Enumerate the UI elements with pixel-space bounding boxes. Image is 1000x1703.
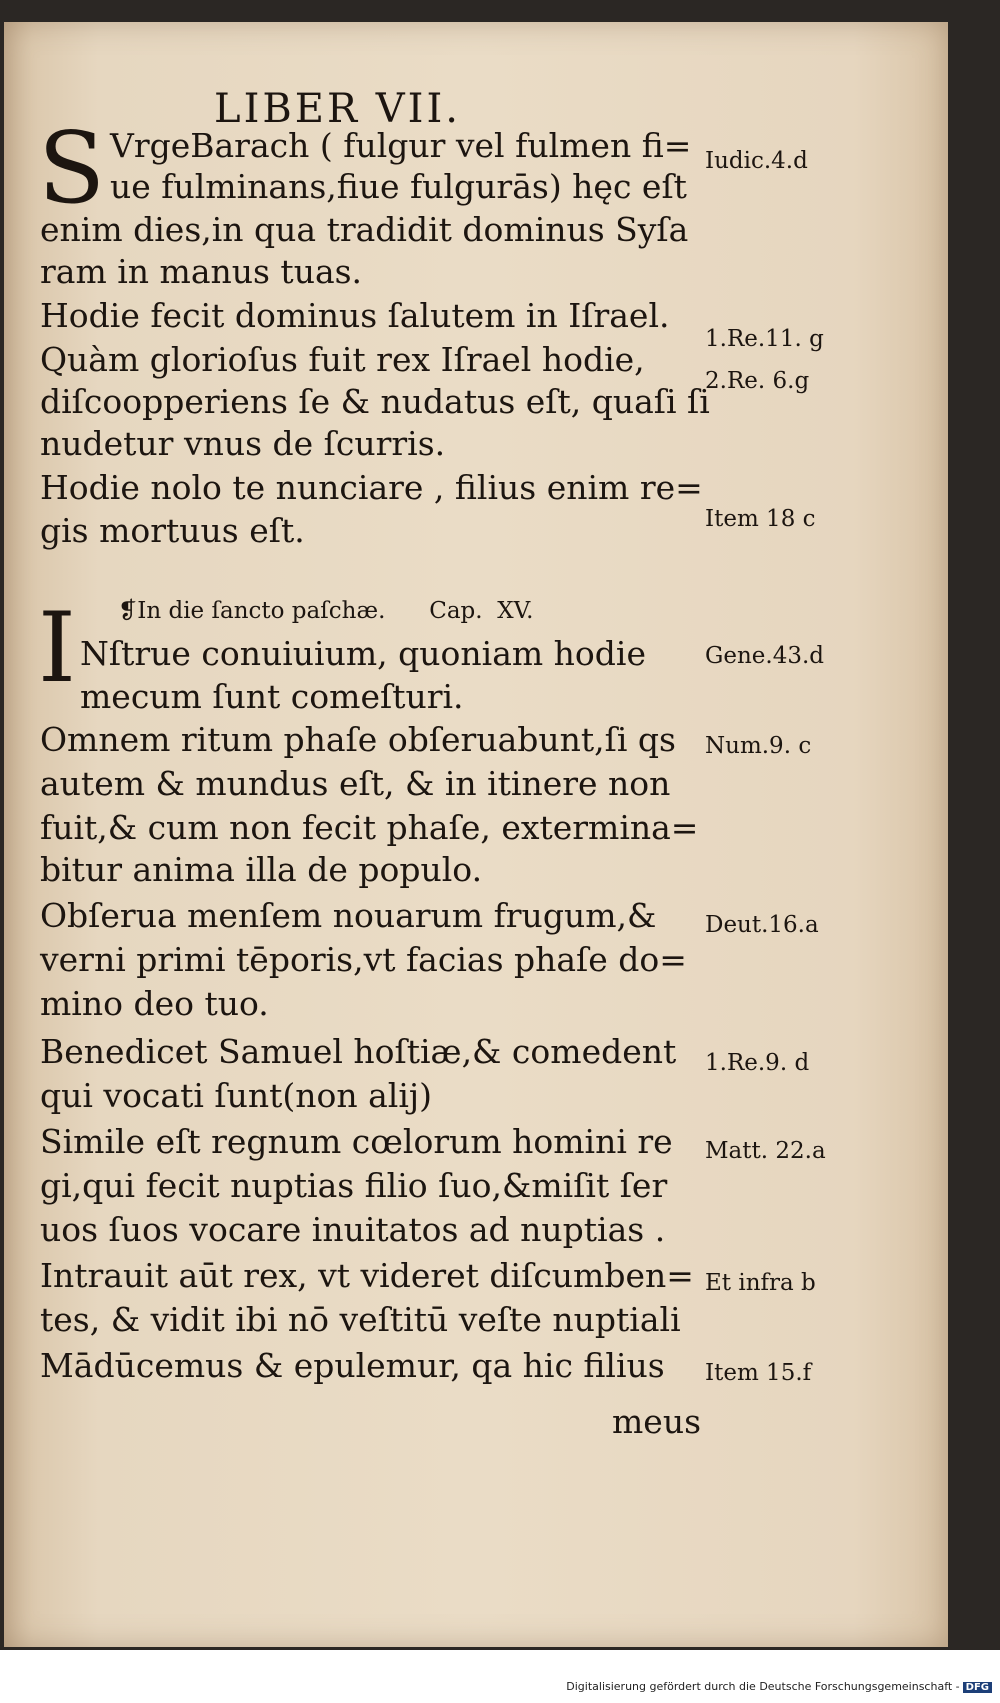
margin-reference: Gene.43.d — [705, 643, 825, 669]
text-line: Benedicet Samuel hoſtiæ,& comedent — [40, 1032, 677, 1071]
text-line: uos ſuos vocare inuitatos ad nuptias . — [40, 1210, 666, 1249]
text-line: Quàm glorioſus fuit rex Iſrael hodie, — [40, 340, 645, 379]
drop-cap-i: I — [38, 592, 76, 704]
margin-reference: Iudic.4.d — [705, 148, 808, 174]
text-line: nudetur vnus de ſcurris. — [40, 424, 446, 463]
page-header: LIBER VII. — [214, 86, 461, 132]
text-line: VrgeBarach ( fulgur vel fulmen fi= — [110, 126, 692, 165]
text-line: diſcoopperiens ſe & nudatus eſt, quaſi ſi — [40, 382, 710, 421]
text-line: fuit,& cum non fecit phaſe, extermina= — [40, 808, 699, 847]
text-line: Intrauit aūt rex, vt videret diſcumben= — [40, 1256, 694, 1295]
text-line: bitur anima illa de populo. — [40, 850, 483, 889]
margin-reference: 1.Re.11. g — [705, 326, 824, 352]
catchword: meus — [612, 1402, 702, 1441]
text-line: tes, & vidit ibi nō veſtitū veſte nuptiali — [40, 1300, 681, 1339]
text-line: mino deo tuo. — [40, 984, 269, 1023]
margin-reference: 1.Re.9. d — [705, 1050, 810, 1076]
margin-reference: 2.Re. 6.g — [705, 368, 810, 394]
text-line: ue fulminans,fiue fulgurās) hęc eſt — [110, 167, 687, 206]
margin-reference: Et infra b — [705, 1270, 816, 1296]
text-line: Simile eſt regnum cœlorum homini re — [40, 1122, 673, 1161]
text-line: gi,qui fecit nuptias filio ſuo,&miſit ſer — [40, 1166, 668, 1205]
footer-credit — [566, 1680, 992, 1693]
text-line: Omnem ritum phaſe obſeruabunt,ſi qs — [40, 720, 676, 759]
text-line: qui vocati ſunt(non alij) — [40, 1076, 433, 1115]
text-line: Mādūcemus & epulemur, qa hic filius — [40, 1346, 665, 1385]
footer-text: Digitalisierung gefördert durch die Deutsche Forschungsgemeinschaft - — [566, 1680, 960, 1693]
margin-reference: Deut.16.a — [705, 912, 819, 938]
chapter-heading: ❡In die ſancto paſchæ. Cap. XV. — [118, 598, 534, 624]
text-line: enim dies,in qua tradidit dominus Syſa — [40, 210, 689, 249]
margin-reference: Matt. 22.a — [705, 1138, 826, 1164]
text-line: autem & mundus eſt, & in itinere non — [40, 764, 671, 803]
dfg-logo-icon: DFG — [963, 1682, 992, 1693]
text-line: Nſtrue conuiuium, quoniam hodie — [80, 634, 646, 673]
text-line: Hodie fecit dominus ſalutem in Iſrael. — [40, 296, 670, 335]
margin-reference: Item 15.f — [705, 1360, 812, 1386]
text-line: ram in manus tuas. — [40, 252, 363, 291]
margin-reference: Item 18 c — [705, 506, 816, 532]
text-line: mecum ſunt comeſturi. — [80, 677, 464, 716]
text-line: Obſerua menſem nouarum frugum,& — [40, 896, 657, 935]
text-line: gis mortuus eſt. — [40, 511, 305, 550]
text-line: verni primi tēporis,vt facias phaſe do= — [40, 940, 687, 979]
drop-cap-s: S — [38, 112, 106, 226]
margin-reference: Num.9. c — [705, 733, 812, 759]
text-line: Hodie nolo te nunciare , filius enim re= — [40, 468, 703, 507]
